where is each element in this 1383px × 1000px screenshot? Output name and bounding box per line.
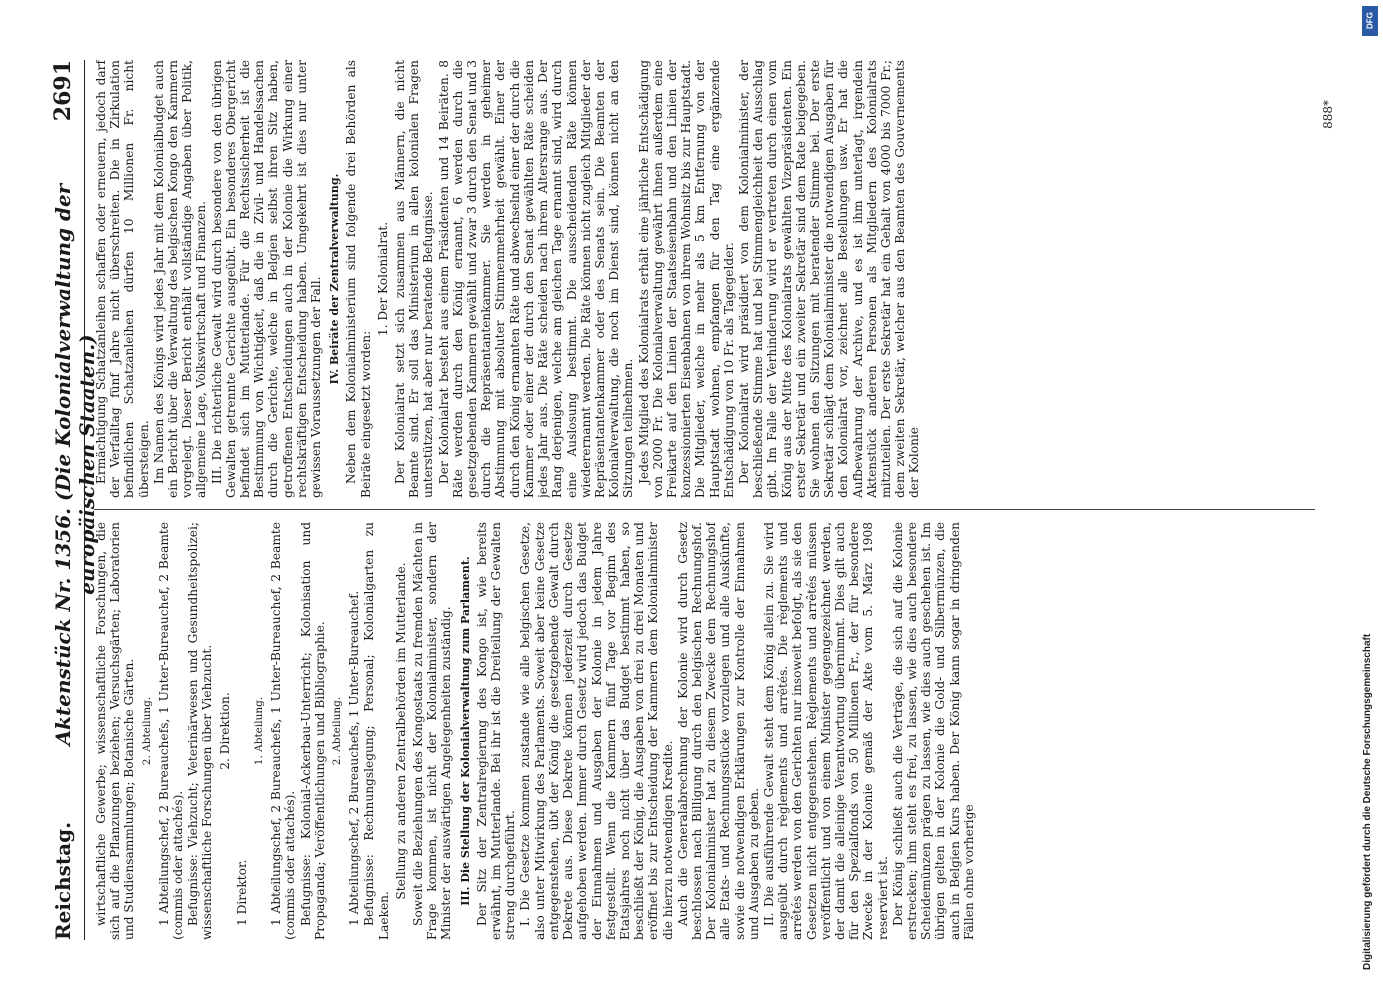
- paragraph: Soweit die Beziehungen des Kongostaats zu fremden Mächten in Frage kommen, ist nicht der Kolonialminister, sondern der Minister der auswärtigen Angelegenheiten zuständig.: [411, 522, 454, 940]
- subheading: 1. Der Kolonialrat.: [375, 221, 390, 337]
- paragraph: Der Kolonialrat setzt sich zusammen aus Männern, die nicht Beamte sind. Er soll das Ministerium in allen kolonialen Fragen unterstützen, hat aber nur beratende Befugnisse.: [393, 60, 436, 498]
- paragraph: 1 Abteilungschef, 2 Bureauchefs, 1 Unter-Bureauchef, 2 Beamte (commis oder attachés).: [156, 522, 186, 940]
- column-left: [94, 522, 1315, 940]
- paragraph: Der Kolonialrat besteht aus einem Präsidenten und 14 Beiräten. 8 Räte werden durch den König ernannt, 6 werden durch die gesetzgebenden Kammern gewählt und zwar 3 durch den Senat und 3 durch die Repräsentantenkammer. Sie werden in geheimer Abstimmung mit absoluter Stimmenmehrheit gewählt. Einer der durch den König ernannten Räte und abwechselnd einer der durch die Kammer oder einer der durch den Senat gewählten Räte scheiden jedes Jahr aus. Die Räte scheiden nach ihrem Altersrange aus. Der Rang derjenigen, welche am gleichen Tage ernannt sind, wird durch eine Auslosung bestimmt. Die ausscheidenden Räte können wiederernannt werden. Die Räte können nicht zugleich Mitglieder der Repräsentantenkammer oder des Senats sein. Die Beamten der Kolonialverwaltung, die noch im Dienst sind, können nicht an den Sitzungen teilnehmen.: [436, 60, 636, 498]
- paragraph: Der Kolonialrat wird präsidiert von dem Kolonialminister, der beschließende Stimme hat und bei Stimmengleichheit den Ausschlag gibt. Im Falle der Verhinderung wird er vertreten durch einen vom König aus der Mitte des Kolonialrats gewählten Vizepräsidenten. Ein erster Sekretär und ein zweiter Sekretär sind dem Rate beigegeben. Sie wohnen den Sitzungen mit beratender Stimme bei. Der erste Sekretär schlägt dem Kolonialminister die notwendigen Ausgaben für den Kolonialrat vor, zeichnet alle Bestellungen usw. Er hat die Aufbewahrung der Archive, und es ist ihm unterlagt, irgendein Aktenstück anderen Personen als Mitgliedern des Kolonialrats mitzuteilen. Der erste Sekretär hat ein Gehalt von 4000 bis 7000 Fr.; dem zweiten Sekretär, welcher aus den Beamten des Gouvernements der Kolonie: [736, 60, 922, 498]
- header-title: Aktenstück Nr. 1356. (Die Kolonialverwaltung der europäischen Staaten.): [51, 183, 99, 746]
- page-header: [50, 60, 99, 940]
- dfg-logo: DFG: [1362, 6, 1378, 36]
- side-note: [1360, 25, 1378, 975]
- subheading: 2. Abteilung.: [331, 696, 344, 766]
- side-note-text: Digitalisierung gefördert durch die Deutsche Forschungsgemeinschaft: [1362, 633, 1373, 970]
- paragraph: Im Namen des Königs wird jedes Jahr mit dem Kolonialbudget auch ein Bericht über die Verwaltung des belgischen Kongo den Kammern vorgelegt. Dieser Bericht enthält vollständige Angaben über Politik, allgemeine Lage, Volkswirtschaft und Finanzen.: [151, 60, 209, 498]
- footer-signature: 888*: [1321, 100, 1335, 129]
- paragraph: Jedes Mitglied des Kolonialrats erhält eine jährliche Entschädigung von 2000 Fr. Die Kolonialverwaltung gewährt ihnen außerdem eine Freikarte auf den Linien der Staatseisenbahn und den Linien der konzessionierten Eisenbahnen von ihrem Wohnsitz bis zur Hauptstadt. Die Mitglieder, welche in mehr als 5 km Entfernung von der Hauptstadt wohnen, empfangen für den Tag eine ergänzende Entschädigung von 10 Fr. als Tagegelder.: [636, 60, 736, 498]
- paragraph: Der Sitz der Zentralregierung des Kongo ist, wie bereits erwähnt, im Mutterlande. Bei ihr ist die Dreiteilung der Gewalten streng durchgeführt.: [474, 522, 518, 940]
- paragraph: wirtschaftliche Gewerbe; wissenschaftliche Forschungen, die sich auf die Pflanzungen beziehen; Versuchsgärten; Laboratorien und Studiensammlungen; Botanische Gärten.: [94, 522, 137, 940]
- section-heading: III. Die Stellung der Kolonialverwaltung zum Parlament.: [458, 556, 472, 906]
- column-right: [94, 60, 1315, 498]
- header-left: Reichstag.: [51, 821, 75, 940]
- paragraph: 1 Direktor.: [234, 859, 249, 926]
- paragraph: 1 Abteilungschef, 2 Bureauchefs, 1 Unter-Bureauchef.: [347, 590, 362, 926]
- subheading: 2. Abteilung.: [140, 696, 153, 766]
- paragraph: II. Die ausführende Gewalt steht dem König allein zu. Sie wird ausgeübt durch règlements und arrêtés. Die règlements und arrêtés werden von den Gerichten nur insoweit befolgt, als sie den Gesetzen nicht entgegenstehen. Règlements und arrêtés müssen veröffentlicht und von einem Minister gegengezeichnet werden, der damit die alleinige Verantwortung übernimmt. Dies gilt auch für den Spezialfonds von 50 Millionen Fr., der für besondere Zwecke in der Kolonie gemäß der Akte vom 5. März 1908 reserviert ist.: [761, 522, 890, 940]
- paragraph: Der König schließt auch die Verträge, die sich auf die Kolonie erstrecken; ihm steht es frei, zu lassen, wie dies auch besondere Scheidemünzen prägen zu lassen, wie dies auch geschehen ist. Im übrigen gelten in der Kolonie die Gold- und Silbermünzen, die auch in Belgien Kurs haben. Der König kann sogar in dringenden Fällen ohne vorherige: [890, 522, 976, 940]
- paragraph: Neben dem Kolonialministerium sind folgende drei Behörden als Beiräte eingesetzt worden:: [344, 60, 373, 498]
- paragraph: 1 Abteilungschef, 2 Bureauchefs, 1 Unter-Bureauchef, 2 Beamte (commis oder attachés).: [269, 522, 298, 940]
- column-divider: [94, 509, 1315, 510]
- section-heading: IV. Beiräte der Zentralverwaltung.: [328, 173, 342, 385]
- paragraph: III. Die richterliche Gewalt wird durch besondere von den übrigen Gewalten getrennte Gerichte ausgeübt. Ein besonderes Obergericht befindet sich im Mutterlande. Für die Rechtssicherheit ist die Bestimmung von Wichtigkeit, daß die in Zivil- und Handelssachen durch die Gerichte, welche in Belgien selbst ihren Sitz haben, getroffenen Entscheidungen auch in der Kolonie die Wirkung einer rechtskräftigen Entscheidung haben. Umgekehrt ist dies nur unter gewissen Voraussetzungen der Fall.: [209, 60, 324, 498]
- paragraph: Befugnisse: Kolonial-Ackerbau-Unterricht; Kolonisation und Propaganda; Veröffentlichungen und Bibliographie.: [298, 522, 327, 940]
- subheading: Stellung zu anderen Zentralbehörden im Mutterlande.: [393, 562, 408, 900]
- subheading: 2. Direktion.: [217, 692, 232, 770]
- paragraph: Auch die Generalabrechnung der Kolonie wird durch Gesetz beschlossen nach Billigung durch den belgischen Rechnungshof. Der Kolonialminister hat zu diesem Zwecke dem Rechnungshof alle Etats- und Rechnungsstücke vorzulegen und alle Auskünfte, sowie die notwendigen Erklärungen zur Kontrolle der Einnahmen und Ausgaben zu geben.: [675, 522, 761, 940]
- header-rule: [84, 60, 85, 940]
- rotated-page: [50, 60, 1335, 940]
- paragraph: Befugnisse: Viehzucht; Veterinärwesen und Gesundheitspolizei; wissenschaftliche Forschungen über Viehzucht.: [186, 522, 215, 940]
- paragraph: Ermächtigung Schatzanleihen schaffen oder erneuern, jedoch darf der Verfalltag fünf Jahre nicht überschreiten. Die in Zirkulation befindlichen Schatzanleihen dürfen 10 Millionen Fr. nicht übersteigen.: [94, 60, 151, 498]
- page-number: 2691: [50, 60, 76, 122]
- paragraph: Befugnisse: Rechnungslegung; Personal; Kolonialgarten zu Laeken.: [362, 522, 391, 940]
- paragraph: I. Die Gesetze kommen zustande wie alle belgischen Gesetze, also unter Mitwirkung des Parlaments. Soweit aber keine Gesetze entgegenstehen, übt der König die gesetzgebende Gewalt durch Dekrete aus. Diese Dekrete können jederzeit durch Gesetze aufgehoben werden. Immer durch Gesetz wird jedoch das Budget der Einnahmen und Ausgaben der Kolonie in jedem Jahre festgestellt. Wenn die Kammern fünf Tage vor Beginn des Etatsjahres noch nicht über das Budget bestimmt haben, so beschließt der König, die Ausgaben von drei zu drei Monaten und eröffnet bis zur Entscheidung der Kammern dem Kolonialminister die hierzu notwendigen Kredite.: [518, 522, 675, 940]
- subheading: 1. Abteilung.: [253, 696, 266, 766]
